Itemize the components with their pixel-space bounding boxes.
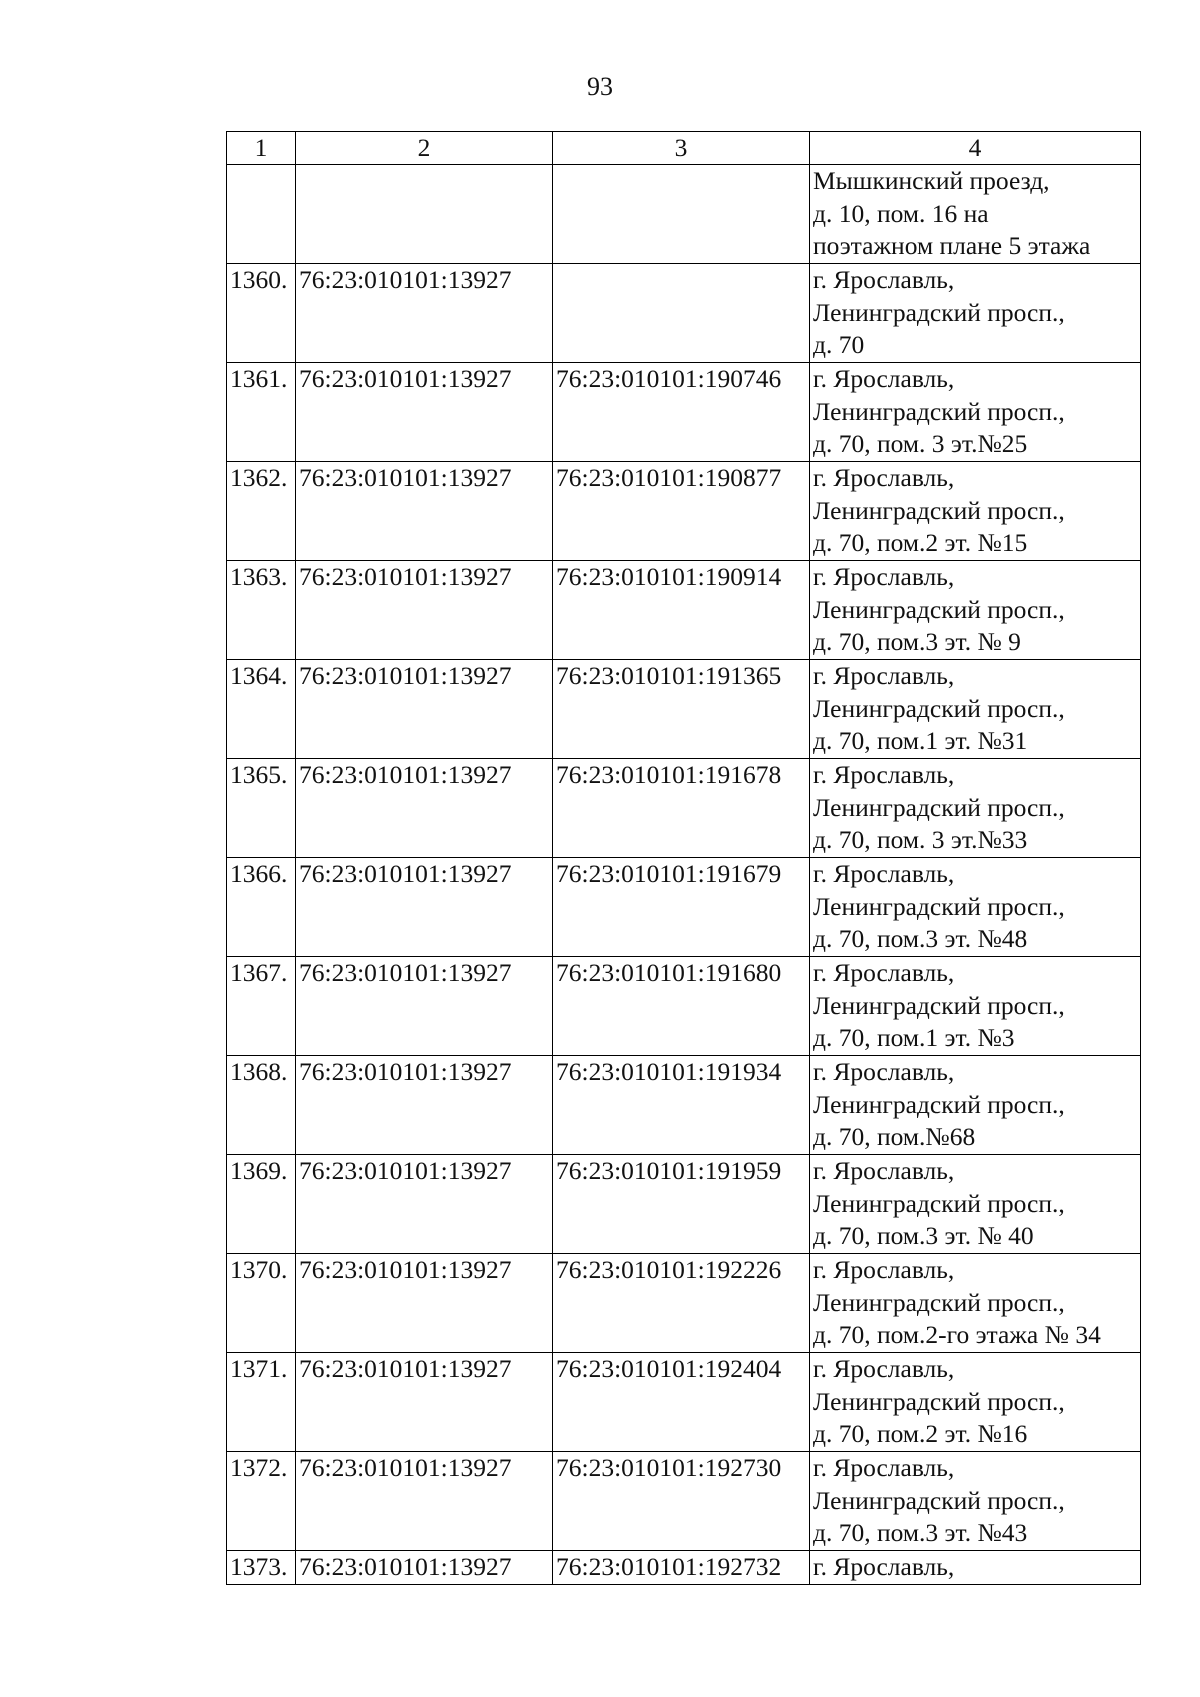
table-row bbox=[227, 1155, 1141, 1254]
address-line: г. Ярославль, bbox=[813, 1057, 955, 1086]
cadastral-number-cell: 76:23:010101:13927 bbox=[296, 561, 553, 660]
address-cell bbox=[810, 363, 1141, 462]
column-header-2: 2 bbox=[296, 132, 553, 165]
row-number-cell: 1370. bbox=[227, 1254, 296, 1353]
column-header-3: 3 bbox=[553, 132, 810, 165]
address-cell bbox=[810, 1551, 1141, 1585]
address-line: д. 70, пом.2 эт. №16 bbox=[813, 1419, 1028, 1448]
address-line: г. Ярославль, bbox=[813, 958, 955, 987]
premises-cadastral-number-cell: 76:23:010101:192730 bbox=[553, 1452, 810, 1551]
premises-cadastral-number-cell: 76:23:010101:190877 bbox=[553, 462, 810, 561]
premises-cadastral-number-cell: 76:23:010101:190746 bbox=[553, 363, 810, 462]
address-line: г. Ярославль, bbox=[813, 1354, 955, 1383]
address-cell bbox=[810, 1452, 1141, 1551]
address-line: г. Ярославль, bbox=[813, 364, 955, 393]
cadastral-number-cell: 76:23:010101:13927 bbox=[296, 1353, 553, 1452]
address-line: г. Ярославль, bbox=[813, 1453, 955, 1482]
address-line: д. 70, пом.№68 bbox=[813, 1122, 976, 1151]
address-cell bbox=[810, 858, 1141, 957]
premises-cadastral-number-cell: 76:23:010101:192732 bbox=[553, 1551, 810, 1585]
row-number-cell: 1368. bbox=[227, 1056, 296, 1155]
address-line: Ленинградский просп., bbox=[813, 594, 1065, 624]
address-cell bbox=[810, 264, 1141, 363]
address-line: д. 10, пом. 16 на bbox=[813, 198, 989, 228]
table-row bbox=[227, 1452, 1141, 1551]
table-row bbox=[227, 264, 1141, 363]
table-row bbox=[227, 1254, 1141, 1353]
row-number-cell bbox=[227, 165, 296, 264]
row-number-cell: 1367. bbox=[227, 957, 296, 1056]
address-line: г. Ярославль, bbox=[813, 1156, 955, 1185]
address-line: Мышкинский проезд, bbox=[813, 166, 1050, 195]
premises-cadastral-number-cell bbox=[553, 264, 810, 363]
address-cell bbox=[810, 165, 1141, 264]
address-cell bbox=[810, 1254, 1141, 1353]
cadastral-number-cell bbox=[296, 165, 553, 264]
cadastral-number-cell: 76:23:010101:13927 bbox=[296, 1452, 553, 1551]
address-line: г. Ярославль, bbox=[813, 760, 955, 789]
address-line: д. 70, пом.3 эт. №43 bbox=[813, 1518, 1028, 1547]
address-line: г. Ярославль, bbox=[813, 1255, 955, 1284]
cadastral-number-cell: 76:23:010101:13927 bbox=[296, 1551, 553, 1585]
address-cell bbox=[810, 561, 1141, 660]
cadastral-number-cell: 76:23:010101:13927 bbox=[296, 462, 553, 561]
table-row bbox=[227, 1551, 1141, 1585]
premises-cadastral-number-cell bbox=[553, 165, 810, 264]
page-number: 93 bbox=[587, 72, 613, 101]
address-line: д. 70, пом.1 эт. №31 bbox=[813, 726, 1028, 755]
table-row bbox=[227, 561, 1141, 660]
cadastral-number-cell: 76:23:010101:13927 bbox=[296, 957, 553, 1056]
address-cell bbox=[810, 660, 1141, 759]
row-number-cell: 1366. bbox=[227, 858, 296, 957]
column-header-4: 4 bbox=[810, 132, 1141, 165]
table-row bbox=[227, 165, 1141, 264]
row-number-cell: 1362. bbox=[227, 462, 296, 561]
address-line: д. 70 bbox=[813, 330, 865, 359]
table-row bbox=[227, 759, 1141, 858]
address-line: Ленинградский просп., bbox=[813, 792, 1065, 822]
address-cell bbox=[810, 957, 1141, 1056]
address-cell bbox=[810, 1056, 1141, 1155]
row-number-cell: 1363. bbox=[227, 561, 296, 660]
address-cell bbox=[810, 1155, 1141, 1254]
address-line: Ленинградский просп., bbox=[813, 396, 1065, 426]
address-line: Ленинградский просп., bbox=[813, 990, 1065, 1020]
table-row bbox=[227, 363, 1141, 462]
address-line: д. 70, пом.3 эт. № 40 bbox=[813, 1221, 1034, 1250]
address-line: Ленинградский просп., bbox=[813, 1485, 1065, 1515]
address-line: д. 70, пом.2-го этажа № 34 bbox=[813, 1320, 1101, 1349]
address-line: Ленинградский просп., bbox=[813, 1287, 1065, 1317]
row-number-cell: 1372. bbox=[227, 1452, 296, 1551]
address-line: д. 70, пом.2 эт. №15 bbox=[813, 528, 1028, 557]
table-row bbox=[227, 1056, 1141, 1155]
premises-cadastral-number-cell: 76:23:010101:191678 bbox=[553, 759, 810, 858]
table-header-row bbox=[227, 132, 1141, 165]
premises-cadastral-number-cell: 76:23:010101:192226 bbox=[553, 1254, 810, 1353]
cadastral-number-cell: 76:23:010101:13927 bbox=[296, 1155, 553, 1254]
premises-cadastral-number-cell: 76:23:010101:191679 bbox=[553, 858, 810, 957]
address-cell bbox=[810, 1353, 1141, 1452]
premises-cadastral-number-cell: 76:23:010101:191959 bbox=[553, 1155, 810, 1254]
cadastral-number-cell: 76:23:010101:13927 bbox=[296, 1056, 553, 1155]
row-number-cell: 1364. bbox=[227, 660, 296, 759]
row-number-cell: 1365. bbox=[227, 759, 296, 858]
address-line: г. Ярославль, bbox=[813, 265, 955, 294]
row-number-cell: 1361. bbox=[227, 363, 296, 462]
address-line: Ленинградский просп., bbox=[813, 495, 1065, 525]
address-cell bbox=[810, 462, 1141, 561]
address-line: Ленинградский просп., bbox=[813, 1386, 1065, 1416]
table-row bbox=[227, 1353, 1141, 1452]
table-body bbox=[227, 165, 1141, 1585]
row-number-cell: 1373. bbox=[227, 1551, 296, 1585]
cadastral-number-cell: 76:23:010101:13927 bbox=[296, 264, 553, 363]
row-number-cell: 1369. bbox=[227, 1155, 296, 1254]
address-line: д. 70, пом. 3 эт.№33 bbox=[813, 825, 1028, 854]
table-row bbox=[227, 462, 1141, 561]
premises-cadastral-number-cell: 76:23:010101:192404 bbox=[553, 1353, 810, 1452]
cadastral-number-cell: 76:23:010101:13927 bbox=[296, 759, 553, 858]
address-line: Ленинградский просп., bbox=[813, 297, 1065, 327]
registry-table bbox=[226, 131, 1141, 1585]
row-number-cell: 1360. bbox=[227, 264, 296, 363]
address-line: г. Ярославль, bbox=[813, 859, 955, 888]
address-line: поэтажном плане 5 этажа bbox=[813, 231, 1091, 260]
address-line: д. 70, пом.3 эт. № 9 bbox=[813, 627, 1021, 656]
address-line: д. 70, пом. 3 эт.№25 bbox=[813, 429, 1028, 458]
premises-cadastral-number-cell: 76:23:010101:191365 bbox=[553, 660, 810, 759]
address-line: д. 70, пом.3 эт. №48 bbox=[813, 924, 1028, 953]
cadastral-number-cell: 76:23:010101:13927 bbox=[296, 363, 553, 462]
address-line: г. Ярославль, bbox=[813, 1552, 955, 1581]
premises-cadastral-number-cell: 76:23:010101:191680 bbox=[553, 957, 810, 1056]
cadastral-number-cell: 76:23:010101:13927 bbox=[296, 1254, 553, 1353]
address-line: г. Ярославль, bbox=[813, 562, 955, 591]
address-line: Ленинградский просп., bbox=[813, 1188, 1065, 1218]
table-row bbox=[227, 957, 1141, 1056]
cadastral-number-cell: 76:23:010101:13927 bbox=[296, 858, 553, 957]
cadastral-number-cell: 76:23:010101:13927 bbox=[296, 660, 553, 759]
address-line: г. Ярославль, bbox=[813, 463, 955, 492]
address-cell bbox=[810, 759, 1141, 858]
address-line: д. 70, пом.1 эт. №3 bbox=[813, 1023, 1015, 1052]
premises-cadastral-number-cell: 76:23:010101:191934 bbox=[553, 1056, 810, 1155]
table-row bbox=[227, 660, 1141, 759]
address-line: Ленинградский просп., bbox=[813, 1089, 1065, 1119]
table-row bbox=[227, 858, 1141, 957]
address-line: Ленинградский просп., bbox=[813, 693, 1065, 723]
row-number-cell: 1371. bbox=[227, 1353, 296, 1452]
address-line: г. Ярославль, bbox=[813, 661, 955, 690]
premises-cadastral-number-cell: 76:23:010101:190914 bbox=[553, 561, 810, 660]
column-header-1: 1 bbox=[227, 132, 296, 165]
address-line: Ленинградский просп., bbox=[813, 891, 1065, 921]
